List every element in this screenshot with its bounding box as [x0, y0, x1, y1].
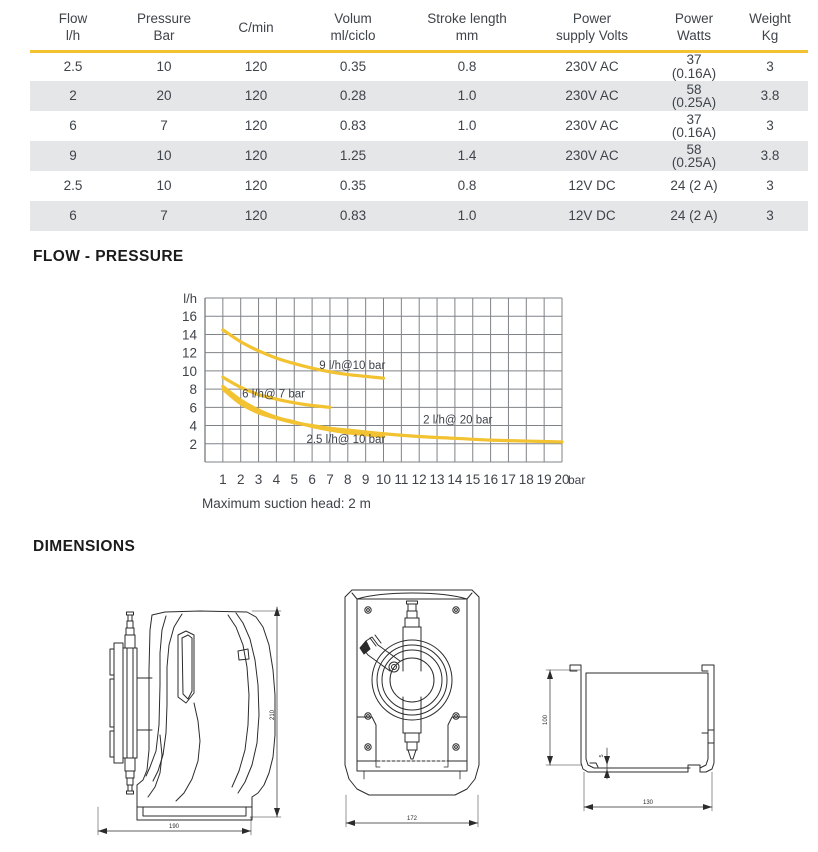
section-heading-dimensions: DIMENSIONS	[33, 538, 136, 555]
cell-volume: 0.35	[339, 58, 367, 74]
cell-watts: 24 (2 A)	[656, 201, 732, 231]
cell-volts: 12V DC	[528, 201, 656, 231]
chart-x-tick-label: 18	[518, 472, 534, 487]
cell-flow: 6	[69, 117, 77, 133]
chart-y-tick-label: 6	[189, 400, 197, 416]
dimension-drawings-container	[0, 575, 818, 847]
cell-pressure: 7	[116, 201, 212, 231]
column-header-weight-line2: Kg	[761, 28, 779, 44]
cell-weight: 3	[766, 58, 774, 74]
table-body	[30, 51, 808, 231]
table-row	[30, 171, 808, 201]
chart-series-annotation-3: 2 l/h@ 20 bar	[423, 414, 493, 427]
cell-watts	[656, 111, 732, 141]
dimension-drawings-svg	[0, 575, 818, 847]
chart-series-annotation-1: 6 l/h@ 7 bar	[242, 388, 305, 401]
column-header-flow-line2: l/h	[65, 28, 81, 44]
cell-cmin: 120	[212, 141, 300, 171]
cell-stroke: 1.0	[406, 81, 528, 111]
cell-watts	[656, 51, 732, 81]
cell-watts-stack	[658, 83, 730, 110]
top-view-width-dimension	[584, 772, 712, 811]
cell-stroke: 1.0	[457, 117, 477, 133]
cell-watts-value: 37	[686, 52, 702, 68]
chart-x-tick-label: 11	[394, 472, 409, 487]
chart-y-axis-unit: l/h	[183, 291, 197, 306]
front-view-width-label: 172	[406, 816, 418, 822]
cell-watts-amps: (0.25A)	[671, 95, 717, 111]
cell-weight: 3	[732, 201, 808, 231]
column-header-watts-line2: Watts	[676, 28, 711, 44]
cell-watts-amps: (0.16A)	[671, 125, 717, 141]
top-view-height-label: 100	[543, 714, 549, 726]
side-view-height-dimension	[250, 607, 281, 817]
cell-watts-amps: (0.25A)	[671, 155, 717, 171]
chart-x-tick-label: 19	[536, 472, 552, 487]
flow-pressure-chart	[0, 290, 818, 530]
chart-y-axis-labels	[182, 291, 198, 452]
cell-pressure: 10	[116, 141, 212, 171]
chart-x-tick-label: 4	[272, 472, 281, 487]
chart-x-tick-label: 9	[361, 472, 370, 487]
chart-x-tick-label: 17	[500, 472, 516, 487]
top-view-small-label: 5	[599, 754, 605, 758]
cell-watts: 24 (2 A)	[670, 177, 718, 193]
side-view-width-label: 190	[168, 824, 180, 830]
top-view-small-dimension	[599, 748, 610, 779]
column-header-stroke-line2: mm	[455, 28, 479, 44]
front-view-width-dimension	[346, 795, 478, 827]
cell-volume: 1.25	[300, 141, 406, 171]
chart-y-tick-label: 12	[181, 345, 197, 361]
chart-series-annotation-2: 2.5 l/h@ 10 bar	[306, 433, 386, 446]
table-row	[30, 111, 808, 141]
cell-watts-stack	[658, 143, 730, 170]
chart-x-tick-label: 10	[375, 472, 392, 487]
cell-weight: 3.8	[732, 81, 808, 111]
column-header-stroke-length	[406, 8, 528, 51]
side-view-height-label: 210	[270, 709, 276, 721]
column-header-flow	[30, 8, 116, 51]
top-view-drawing	[570, 665, 714, 772]
top-view-width-label: 130	[642, 800, 654, 806]
column-header-volts-line1: Power	[572, 11, 612, 26]
chart-caption-suction-head: Maximum suction head: 2 m	[202, 496, 371, 511]
cell-watts-stack	[658, 113, 730, 140]
chart-x-axis-labels	[219, 472, 585, 487]
chart-x-tick-label: 12	[411, 472, 427, 487]
column-header-power-watts	[656, 8, 732, 51]
column-header-pressure-line2: Bar	[153, 28, 175, 44]
table-row	[30, 51, 808, 81]
cell-volume: 0.83	[300, 201, 406, 231]
chart-x-tick-label: 15	[465, 472, 481, 487]
cell-pressure: 7	[160, 117, 168, 133]
cell-watts-value: 58	[686, 141, 702, 157]
table-row	[30, 81, 808, 111]
cell-flow: 2	[30, 81, 116, 111]
side-view-width-dimension	[98, 807, 251, 835]
cell-weight: 3	[766, 177, 774, 193]
column-header-cmin-line1: C/min	[238, 19, 274, 35]
chart-y-tick-label: 10	[181, 363, 197, 379]
cell-cmin: 120	[212, 201, 300, 231]
cell-pressure: 10	[156, 177, 172, 193]
chart-x-tick-label: 6	[308, 472, 316, 487]
column-header-power-supply	[528, 8, 656, 51]
cell-weight: 3	[766, 117, 774, 133]
chart-y-tick-label: 4	[189, 418, 197, 434]
cell-watts-value: 37	[686, 111, 702, 127]
column-header-weight	[732, 8, 808, 51]
column-header-volume-line1: Volum	[334, 11, 372, 26]
chart-x-tick-label: 7	[326, 472, 334, 487]
cell-watts-stack	[658, 53, 730, 80]
chart-x-tick-label: 8	[344, 472, 352, 487]
cell-cmin: 120	[212, 81, 300, 111]
cell-volts: 230V AC	[528, 141, 656, 171]
cell-cmin: 120	[244, 117, 268, 133]
column-header-pressure	[116, 8, 212, 51]
cell-stroke: 0.8	[457, 58, 477, 74]
column-header-pressure-line1: Pressure	[136, 11, 192, 26]
table-row	[30, 141, 808, 171]
chart-x-tick-label: 1	[219, 472, 227, 487]
chart-x-tick-label: 14	[447, 472, 463, 487]
column-header-weight-line1: Weight	[749, 11, 791, 26]
chart-x-tick-label: 13	[429, 472, 445, 487]
column-header-cmin	[212, 8, 300, 51]
cell-volts: 230V AC	[565, 58, 619, 74]
cell-flow: 2.5	[63, 177, 83, 193]
chart-y-tick-label: 2	[189, 436, 197, 452]
cell-stroke: 1.0	[406, 201, 528, 231]
chart-x-tick-label: 20	[554, 472, 570, 487]
table-row	[30, 201, 808, 231]
cell-volts: 230V AC	[528, 81, 656, 111]
chart-x-tick-label: 5	[290, 472, 299, 487]
chart-x-tick-label: 2	[236, 472, 245, 487]
front-view-drawing	[345, 590, 479, 795]
cell-weight: 3.8	[732, 141, 808, 171]
chart-x-tick-label: 3	[254, 472, 263, 487]
cell-watts-value: 58	[686, 81, 702, 97]
cell-volume: 0.83	[339, 117, 367, 133]
cell-stroke: 0.8	[457, 177, 477, 193]
side-view-drawing	[110, 611, 275, 820]
cell-volts: 230V AC	[565, 117, 619, 133]
column-header-volume-line2: ml/ciclo	[330, 28, 376, 44]
chart-x-axis-unit: bar	[568, 473, 586, 487]
flow-pressure-chart-svg	[0, 290, 818, 500]
cell-volts: 12V DC	[568, 177, 616, 193]
cell-flow: 2.5	[63, 58, 83, 74]
top-view-height-dimension	[543, 670, 582, 765]
chart-y-tick-label: 16	[181, 309, 197, 325]
section-heading-flow-pressure: FLOW - PRESSURE	[33, 248, 184, 265]
table-header-row	[30, 8, 808, 51]
column-header-flow-line1: Flow	[58, 11, 88, 26]
chart-x-tick-label: 16	[483, 472, 499, 487]
column-header-watts-line1: Power	[674, 11, 714, 26]
chart-series-annotation-0: 9 l/h@10 bar	[319, 360, 386, 373]
cell-flow: 6	[30, 201, 116, 231]
cell-volume: 0.28	[300, 81, 406, 111]
cell-watts-amps: (0.16A)	[671, 65, 717, 81]
table-header	[30, 8, 808, 51]
cell-cmin: 120	[244, 177, 268, 193]
cell-pressure: 20	[116, 81, 212, 111]
cell-watts	[656, 141, 732, 171]
specifications-table-container	[30, 8, 791, 231]
cell-volume: 0.35	[339, 177, 367, 193]
cell-watts	[656, 81, 732, 111]
chart-y-tick-label: 14	[181, 327, 197, 343]
cell-stroke: 1.4	[406, 141, 528, 171]
cell-flow: 9	[30, 141, 116, 171]
column-header-volts-line2: supply Volts	[555, 28, 629, 44]
specifications-table	[30, 8, 808, 231]
column-header-stroke-line1: Stroke length	[427, 11, 507, 26]
cell-pressure: 10	[156, 58, 172, 74]
cell-cmin: 120	[244, 58, 268, 74]
chart-y-tick-label: 8	[189, 382, 197, 398]
column-header-volume	[300, 8, 406, 51]
